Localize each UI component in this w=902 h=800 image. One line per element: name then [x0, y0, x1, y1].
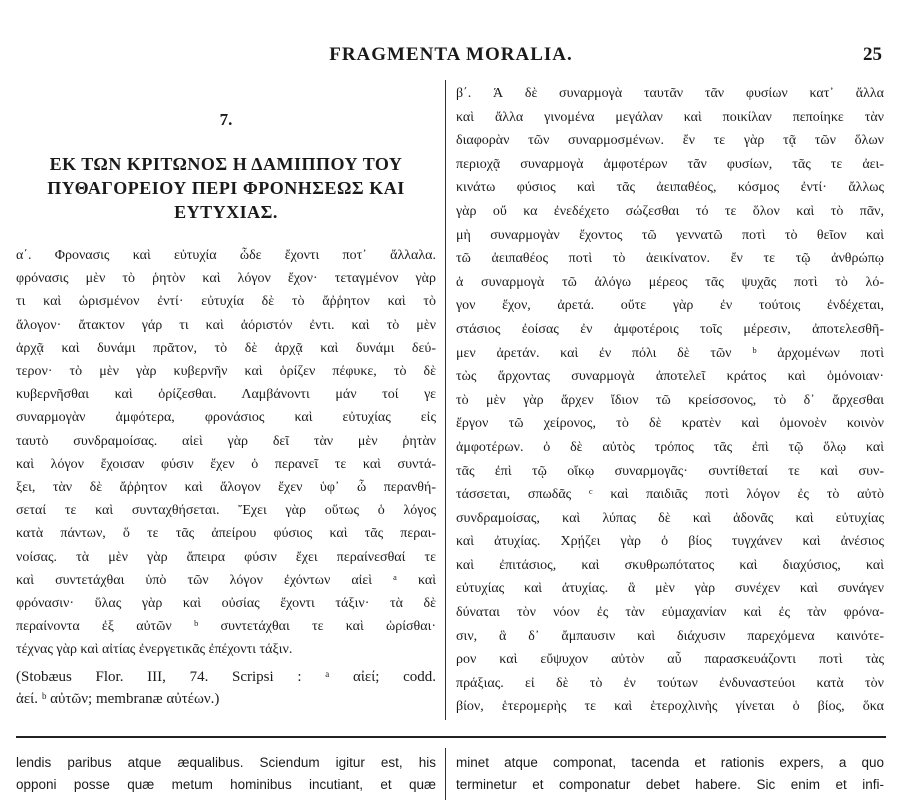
footnote-left [16, 752, 436, 796]
text-line: ἔργον τῶ χείρονος, τὸ δὲ κρατὲν καὶ ὁμονοὲν κοινὸν [456, 416, 884, 432]
text-line: περιοχᾷ συναρμογὰ ἀμφοτέρων τᾶν φυσίων, τᾶς τε ἀει- [456, 156, 884, 172]
text-line: γὰρ οὔ κα ἐνεδέχετο σώζεσθαι τό τε ὅλον καὶ τὸ πᾶν, [456, 203, 884, 219]
text-line: μεν ἀρετάν. καὶ ἐν πόλι δὲ τῶν ᵇ ἀρχομένων ποτὶ [456, 345, 884, 361]
text-line: α΄. Φρονασις καὶ εὐτυχία ὧδε ἔχοντι ποτ᾽ ἄλλαλα. [16, 248, 436, 263]
text-line: τᾶς ἐπὶ τῷ οἴκῳ συναρμογᾶς· συντίθεταί τε καὶ συν- [456, 463, 884, 479]
text-line: τερον· τὸ μὲν γὰρ κυβερνῆν καὶ ὁρίζεν πέφυκε, τὸ δὲ [16, 364, 436, 380]
text-line: καὶ συντετάχθαι ὑπὸ τῶν λόγον ἐχόντων αἰεὶ ᵃ καὶ [16, 572, 436, 588]
text-line: δύναται τὸν νόον ἐς τὰν εὐμαχανίαν καὶ ἐς τὰν φρόνα- [456, 605, 884, 621]
left-column [16, 104, 436, 710]
footnote-line: opponi posse quæ metum hominibus incutiant, et quæ [16, 777, 436, 792]
text-line: β΄. Ἁ δὲ συναρμογὰ ταυτᾶν τᾶν φυσίων κατ᾽ ἄλλα [456, 86, 884, 101]
text-line: γον ἔχον, ἀρετά. οὔτε γὰρ ἐν τούτοις ἐνδέχεται, [456, 298, 884, 314]
text-line: σεταί τε καὶ συνταχθήσεται. Ἔχει γὰρ οὕτως ὁ λόγος [16, 503, 436, 519]
left-body-text [16, 244, 436, 662]
text-line: καὶ ἐπιτάσιος, καὶ σκυθρωπότατος καὶ διαχύσιος, καὶ [456, 557, 884, 573]
title-line: ΕΚ ΤΩΝ ΚΡΙΤΩΝΟΣ Η ΔΑΜΙΠΠΟΥ ΤΟΥ [49, 154, 403, 174]
footnote-line: terminetur et componatur debet habere. Sic enim et infi- [456, 777, 884, 792]
text-line: συνδραμοίσας, καὶ λύπας δὲ καὶ ἁδονᾶς καὶ εὐτυχίας [456, 510, 884, 526]
text-line: συναρμογὰν ἀμφότερα, φρονάσιος καὶ εὐτυχίας εἰς [16, 410, 436, 426]
text-line: σιν, ἃ δ᾽ ἄμπαυσιν καὶ διάχυσιν παρεχόμενα καινότε- [456, 628, 884, 644]
text-line: ἀμφοτέρων. ὁ δὲ αὐτὸς τρόπος τᾶς ἐπὶ τῷ ὅλῳ καὶ [456, 439, 884, 455]
text-line: ἄλογον· ἄτακτον γάρ τι καὶ ἀόριστόν ἐντι. καὶ τὸ μὲν [16, 317, 436, 333]
text-line: ρον καὶ εὔψυχον αὐτὸν αὖ παρασκευάζοντι ποτὶ τὰς [456, 652, 884, 668]
text-line: διαφορὰν τῶν συναρμοσμένων. ἔν τε γὰρ τᾷ τῶν ὅλων [456, 133, 884, 149]
column-divider [445, 80, 446, 720]
text-line: μὴ συναρμογὰν ἔχοντος τῶ γεννατῶ ποτὶ τὸ θεῖον καὶ [456, 227, 884, 243]
text-line: νοίσας. τὰ μὲν γὰρ ἄπειρα φύσιν ἔχει περαίνεσθαί τε [16, 549, 436, 565]
text-line: κατὰ πάντων, ὅ τε τᾶς ἀπείρου φύσιος καὶ τᾶς περαι- [16, 526, 436, 542]
text-line: φρόνασιν· ὕλας γὰρ καὶ οὐσίας ἔχοντι τάξιν· τὰ δὲ [16, 596, 436, 612]
text-line: εὐτυχίας καὶ ἀτυχίας. ἃ μὲν γὰρ συνέχεν καὶ συνάγεν [456, 581, 884, 597]
text-line: κυβερνῆσθαι καὶ ὁρίζεσθαι. Λαμβάνοντι μάν τοί γε [16, 387, 436, 403]
page-number: 25 [863, 44, 882, 65]
page-header [0, 44, 902, 70]
text-line: τέχνας γὰρ καὶ αἰτίας ἐνεργετικᾶς ἐπέχοντι τάξιν. [16, 642, 293, 658]
text-line: τὸ μὲν γὰρ ἄρχεν ἴδιον τῶ κρείσσονος, τὸ δ᾽ ἄρχεσθαι [456, 392, 884, 408]
text-line: πράξιας. εἰ δὲ τὸ ἐν τούτων ἐνδυναστεύοι κατὰ τὸν [456, 675, 884, 691]
right-column [456, 82, 884, 719]
text-line: ξει, τὰν δὲ ἄῤῥητον καὶ ἄλογον ἔχεν ὑφ᾽ ὧ περανθή- [16, 480, 436, 496]
section-number: 7. [219, 110, 233, 129]
section-title [16, 152, 436, 224]
footnote-line: lendis paribus atque æqualibus. Sciendum igitur est, his [16, 755, 436, 770]
footnote-separator [16, 736, 886, 738]
note-line: (Stobæus Flor. III, 74. Scripsi : ᵃ αἰεί; codd. [16, 668, 436, 685]
text-line: τὼς ἄρχοντας συναρμογὰ ἀποτελεῖ κράτος καὶ ὁμόνοιαν· [456, 369, 884, 385]
text-line: κινάτω φύσιος καὶ τᾶς ἀειπαθέος, κόσμος ἐντί· ἄλλως [456, 180, 884, 196]
source-note [16, 666, 436, 710]
footnote-right [456, 752, 884, 796]
text-line: τῶ ἀειπαθέος ποτὶ τὸ ἀεικίνατον. ἔν τε τῷ ἀνθρώπῳ [456, 251, 884, 267]
text-line: φρόνασις μὲν τὸ ῥητὸν καὶ λόγον ἔχον· τεταγμένον γὰρ [16, 271, 436, 287]
text-line: καὶ λόγον ἔχοισαν φύσιν ἔχεν ὁ περανεῖ τε καὶ συντά- [16, 456, 436, 472]
text-line: ἁ συναρμογὰ τῶ ἀλόγω μέρεος τᾶς ψυχᾶς ποτὶ τὸ λό- [456, 274, 884, 290]
text-line: περαίνοντα ἐξ αὐτῶν ᵇ συντετάχθαι τε καὶ ὡρίσθαι· [16, 619, 436, 635]
text-line: τάσσεται, σπωδᾶς ᶜ καὶ παιδιᾶς ποτὶ λόγον ἐς τὸ αὐτὸ [456, 487, 884, 503]
running-title: FRAGMENTA MORALIA. [329, 44, 573, 65]
text-line: τι καὶ ὡρισμένον ἐντί· εὐτυχία δὲ τὸ ἄῤῥητον καὶ τὸ [16, 294, 436, 310]
title-line: ΠΥΘΑΓΟΡΕΙΟΥ ΠΕΡΙ ΦΡΟΝΗΣΕΩΣ ΚΑΙ [47, 178, 405, 198]
text-line: καὶ ἄλλα γινομένα μεγάλαν καὶ ποικίλαν πεποίηκε τὰν [456, 109, 884, 125]
footnote-line: minet atque componat, tacenda et rationis expers, a quo [456, 755, 884, 770]
footnote-column-divider [445, 748, 446, 800]
note-line: ἀεί. ᵇ αὐτῶν; membranæ αὐτέων.) [16, 690, 220, 707]
text-line: ἀρχᾷ καὶ δυνάμι πρᾶτον, τὸ δὲ ἀρχᾷ καὶ δυνάμι δεύ- [16, 340, 436, 356]
text-line: βίον, ἑτερομερὴς τε καὶ ἑτεροχλινὴς γίνεται ὁ βίος, ὅκα [456, 699, 884, 715]
text-line: στάσιος ἐοίσας ἐν ἀμφοτέροις τοῖς μέρεσιν, ἀποτελεσθῆ- [456, 321, 884, 337]
text-line: ταυτὸ συνδραμοίσας. αἰεὶ γὰρ δεῖ τὰν μὲν ῥητὰν [16, 433, 436, 449]
text-line: καὶ ἀτυχίας. Χρῄζει γὰρ ὁ βίος τυγχάνεν καὶ ἀνέσιος [456, 534, 884, 550]
title-line: ΕΥΤΥΧΙΑΣ. [174, 202, 278, 222]
